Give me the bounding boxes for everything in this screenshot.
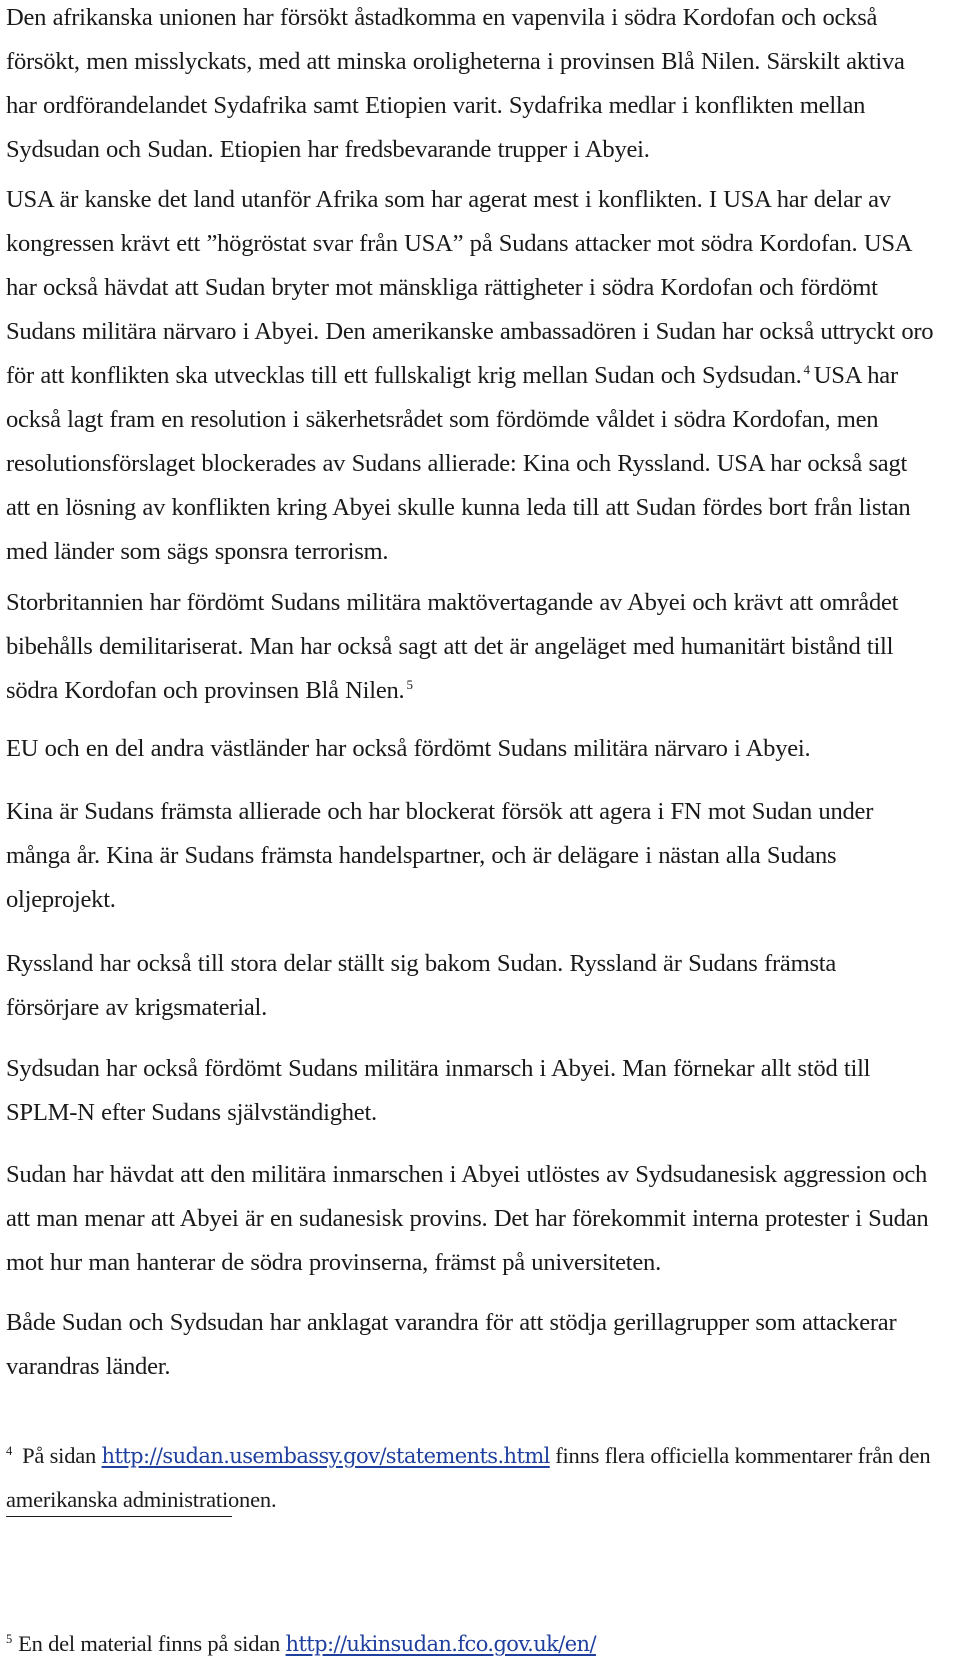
paragraph-text: USA är kanske det land utanför Afrika som har agerat mest i konflikten. I USA har delar av kongressen krävt ett ”högröstat svar från USA” på Sudans attacker mot södra Kordofan. USA har också hävdat att Sudan bryter mot mänskliga rättigheter i södra Kordofan och fördömt Sudans militära närvaro i Abyei. Den amerikanske ambassadören i Sudan har också uttryckt oro för att konflikten ska utvecklas till ett fullskaligt krig mellan Sudan och Sydsudan.	[6, 186, 934, 389]
paragraph-mutual-accusations	[6, 1301, 934, 1389]
footnote-reference-5[interactable]: 5	[406, 677, 413, 692]
footnote-5	[6, 1622, 934, 1666]
paragraph-russia	[6, 942, 934, 1030]
paragraph-text: Sudan har hävdat att den militära inmarschen i Abyei utlöstes av Sydsudanesisk aggression och att man menar att Abyei är en sudanesisk provins. Det har förekommit interna protester i Sudan mot hur man hanterar de södra provinserna, främst på universiteten.	[6, 1161, 929, 1276]
paragraph-text: Både Sudan och Sydsudan har anklagat varandra för att stödja gerillagrupper som attackerar varandras länder.	[6, 1309, 897, 1380]
footnote-5-link[interactable]: http://ukinsudan.fco.gov.uk/en/	[285, 1632, 596, 1656]
footnote-4-link[interactable]: http://sudan.usembassy.gov/statements.html	[101, 1444, 550, 1468]
footnote-reference-4[interactable]: 4	[803, 362, 810, 377]
footnote-4-text-before: På sidan	[22, 1443, 97, 1468]
paragraph-african-union	[6, 0, 934, 172]
paragraph-text: Sydsudan har också fördömt Sudans militära inmarsch i Abyei. Man förnekar allt stöd till SPLM-N efter Sudans självständighet.	[6, 1055, 871, 1126]
paragraph-south-sudan	[6, 1047, 934, 1135]
paragraph-china	[6, 790, 934, 922]
paragraph-usa	[6, 178, 934, 574]
paragraph-text: Ryssland har också till stora delar ställt sig bakom Sudan. Ryssland är Sudans främsta försörjare av krigsmaterial.	[6, 950, 837, 1021]
paragraph-text: USA har också lagt fram en resolution i säkerhetsrådet som fördömde våldet i södra Kordofan, men resolutionsförslaget blockerades av Sudans allierade: Kina och Ryssland. USA har också sagt att en lösning av konflikten kring Abyei skulle kunna leda till att Sudan fördes bort från listan med länder som sägs sponsra terrorism.	[6, 362, 911, 565]
paragraph-text: Den afrikanska unionen har försökt åstadkomma en vapenvila i södra Kordofan och också försökt, men misslyckats, med att minska oroligheterna i provinsen Blå Nilen. Särskilt aktiva har ordförandelandet Sydafrika samt Etiopien varit. Sydafrika medlar i konflikten mellan Sydsudan och Sudan. Etiopien har fredsbevarande trupper i Abyei.	[6, 4, 905, 163]
paragraph-text: Storbritannien har fördömt Sudans militära maktövertagande av Abyei och krävt att området bibehålls demilitariserat. Man har också sagt att det är angeläget med humanitärt bistånd till södra Kordofan och provinsen Blå Nilen.	[6, 589, 899, 704]
footnote-4-marker: 4	[6, 1444, 13, 1458]
footnote-4	[6, 1434, 934, 1522]
paragraph-text: Kina är Sudans främsta allierade och har blockerat försök att agera i FN mot Sudan under många år. Kina är Sudans främsta handelspartner, och är delägare i nästan alla Sudans oljeprojekt.	[6, 798, 874, 913]
footnote-4-text-after: finns flera officiella kommentarer från den amerikanska administrationen.	[6, 1443, 931, 1512]
footnote-5-text-before: En del material finns på sidan	[18, 1631, 281, 1656]
paragraph-text: EU och en del andra västländer har också fördömt Sudans militära närvaro i Abyei.	[6, 735, 811, 762]
paragraph-sudan	[6, 1153, 934, 1285]
paragraph-uk	[6, 581, 934, 713]
paragraph-eu	[6, 727, 934, 771]
footnote-5-marker: 5	[6, 1632, 13, 1646]
